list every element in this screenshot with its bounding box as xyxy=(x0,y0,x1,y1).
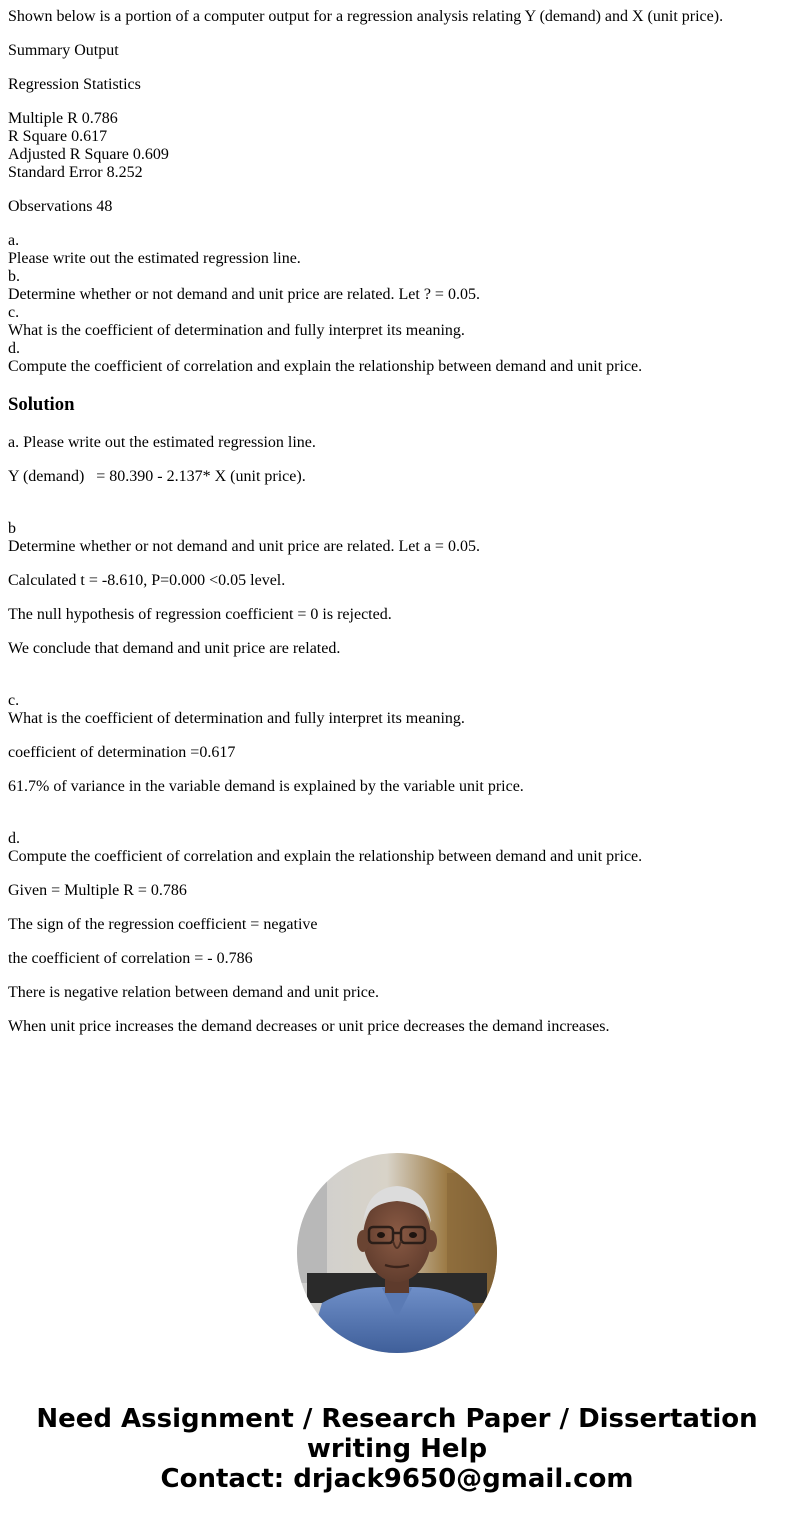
regression-stats xyxy=(8,110,786,182)
solution-b-line: Calculated t = -8.610, P=0.000 <0.05 level. xyxy=(8,572,286,589)
solution-a-answer: Y (demand) = 80.390 - 2.137* X (unit price). xyxy=(8,468,306,485)
part-d-letter: d. xyxy=(8,340,20,357)
solution-c-header xyxy=(8,692,786,728)
solution-c-line: coefficient of determination =0.617 xyxy=(8,744,236,761)
solution-a-prompt: a. Please write out the estimated regression line. xyxy=(8,434,316,451)
solution-b-prompt: Determine whether or not demand and unit price are related. Let a = 0.05. xyxy=(8,538,480,555)
solution-d-letter: d. xyxy=(8,830,20,847)
stats-heading: Regression Statistics xyxy=(8,76,141,93)
solution-d-prompt: Compute the coefficient of correlation and explain the relationship between demand and unit price. xyxy=(8,848,643,865)
promo-line-2: writing Help xyxy=(306,1434,488,1464)
promo-banner xyxy=(0,1404,794,1494)
solution-heading: Solution xyxy=(8,394,75,415)
solution-d-line: the coefficient of correlation = - 0.786 xyxy=(8,950,253,967)
part-c-letter: c. xyxy=(8,304,20,321)
author-avatar xyxy=(297,1153,497,1353)
solution-b-line: The null hypothesis of regression coefficient = 0 is rejected. xyxy=(8,606,392,623)
stat-multiple-r: Multiple R 0.786 xyxy=(8,110,118,127)
promo-line-1: Need Assignment / Research Paper / Dissertation xyxy=(36,1404,758,1434)
solution-c-letter: c. xyxy=(8,692,20,709)
stat-observations: Observations 48 xyxy=(8,198,113,215)
question-parts xyxy=(8,232,786,376)
stat-r-square: R Square 0.617 xyxy=(8,128,108,145)
solution-c-prompt: What is the coefficient of determination and fully interpret its meaning. xyxy=(8,710,465,727)
part-a-text: Please write out the estimated regression line. xyxy=(8,250,301,267)
stat-adjusted-r-square: Adjusted R Square 0.609 xyxy=(8,146,169,163)
stat-standard-error: Standard Error 8.252 xyxy=(8,164,143,181)
solution-d-line: When unit price increases the demand decreases or unit price decreases the demand increases. xyxy=(8,1018,610,1035)
solution-b-letter: b xyxy=(8,520,16,537)
solution-c-line: 61.7% of variance in the variable demand is explained by the variable unit price. xyxy=(8,778,524,795)
solution-d-line: Given = Multiple R = 0.786 xyxy=(8,882,187,899)
solution-d-line: There is negative relation between demand and unit price. xyxy=(8,984,379,1001)
part-a-letter: a. xyxy=(8,232,20,249)
solution-d-header xyxy=(8,830,786,866)
summary-heading: Summary Output xyxy=(8,42,119,59)
part-b-letter: b. xyxy=(8,268,20,285)
solution-d-line: The sign of the regression coefficient = negative xyxy=(8,916,318,933)
solution-b-line: We conclude that demand and unit price are related. xyxy=(8,640,341,657)
promo-contact: Contact: drjack9650@gmail.com xyxy=(160,1464,634,1494)
solution-b-header xyxy=(8,520,786,556)
part-c-text: What is the coefficient of determination and fully interpret its meaning. xyxy=(8,322,465,339)
part-b-text: Determine whether or not demand and unit price are related. Let ? = 0.05. xyxy=(8,286,480,303)
part-d-text: Compute the coefficient of correlation and explain the relationship between demand and unit price. xyxy=(8,358,643,375)
author-photo-icon xyxy=(297,1153,497,1353)
question-intro: Shown below is a portion of a computer output for a regression analysis relating Y (demand) and X (unit price). xyxy=(8,8,724,25)
